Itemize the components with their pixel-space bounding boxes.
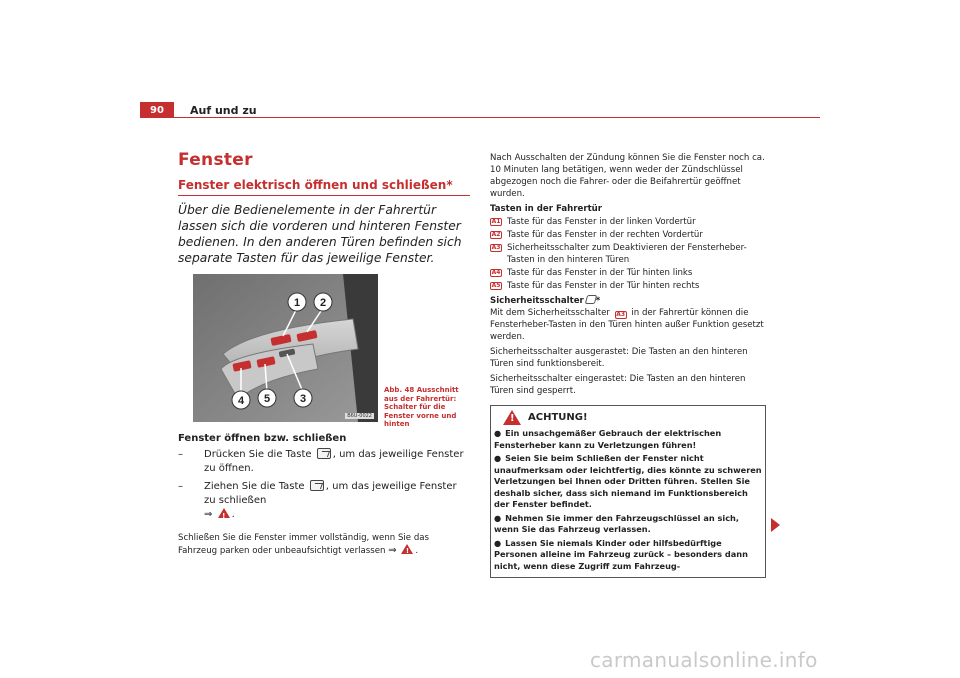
key-row — [490, 229, 766, 241]
safety-p1-after: in der Fahrertür können die Fensterheber-Tasten in den Türen hinten außer Funktion gesetzt werden. — [490, 308, 764, 342]
warning-triangle-icon — [503, 410, 521, 425]
subsection-title: Fenster elektrisch öffnen und schließen* — [178, 178, 470, 196]
keys-list — [490, 216, 766, 292]
warning-item-text: Nehmen Sie immer den Fahrzeugschlüssel an sich, wenn Sie das Fahrzeug verlassen. — [494, 512, 739, 534]
figure-wrapper — [178, 274, 470, 428]
window-switch-figure — [193, 274, 378, 422]
window-button-icon — [317, 448, 331, 459]
key-tag: A3 — [491, 244, 501, 251]
dash: – — [178, 449, 183, 460]
bullet: ● — [494, 428, 502, 438]
ref-arrow: ⇒ — [204, 509, 213, 520]
figure-code: B6U-0022 — [347, 413, 372, 419]
operation-item-close — [178, 480, 470, 522]
continue-arrow-icon[interactable] — [771, 518, 780, 532]
key-text: Taste für das Fenster in der Tür hinten rechts — [507, 281, 700, 291]
safety-heading-text: Sicherheitsschalter — [490, 296, 584, 306]
warning-item-text: Lassen Sie niemals Kinder oder hilfsbedürftige Personen alleine im Fahrzeug zurück – besonders dann nicht, wenn diese Zugriff zum Fahrzeug- — [494, 537, 748, 571]
key-row — [490, 242, 766, 266]
note-text: Schließen Sie die Fenster immer vollständig, wenn Sie das Fahrzeug parken oder unbeaufsichtigt verlassen — [178, 533, 430, 556]
callout-5: 5 — [263, 393, 271, 405]
window-button-icon — [310, 480, 324, 491]
warning-triangle-icon[interactable] — [218, 508, 230, 518]
warning-triangle-icon[interactable] — [401, 544, 413, 554]
warning-header — [491, 406, 765, 428]
door-panel-illustration — [193, 274, 378, 422]
safety-switch-heading — [490, 295, 766, 307]
key-text: Taste für das Fenster in der rechten Vordertür — [507, 230, 703, 240]
key-row — [490, 216, 766, 228]
callout-2: 2 — [319, 297, 327, 309]
callout-4: 4 — [237, 395, 245, 407]
warning-item — [494, 428, 762, 451]
safety-paragraph-1 — [490, 307, 766, 343]
warning-item — [494, 513, 762, 536]
warning-item-text: Seien Sie beim Schließen der Fenster nicht unaufmerksam oder leichtfertig, dies könnte zu schweren Verletzungen bei Ihnen oder Dritten führen. Stellen Sie deshalb sicher, dass sich niemand im Funktionsbereich der Fenster befindet. — [494, 453, 762, 509]
key-tag: A1 — [491, 218, 501, 225]
key-text: Sicherheitsschalter zum Deaktivieren der Fensterheber-Tasten in den hinteren Türen — [507, 243, 747, 265]
operation-text-after: , um das jeweilige Fenster zu schließen — [204, 481, 457, 506]
operation-text-before: Drücken Sie die Taste — [204, 449, 312, 460]
warning-item — [494, 538, 762, 573]
page-number: 90 — [140, 102, 174, 118]
end-punct: . — [231, 509, 235, 520]
key-row — [490, 280, 766, 292]
warning-items — [491, 428, 765, 577]
warning-item — [494, 453, 762, 511]
bullet: ● — [494, 453, 502, 463]
keys-heading: Tasten in der Fahrertür — [490, 204, 603, 214]
operation-text — [204, 480, 470, 522]
key-tag: A3 — [616, 311, 626, 318]
safety-p1-before: Mit dem Sicherheitsschalter — [490, 308, 610, 318]
left-column — [178, 150, 470, 557]
running-title: Auf und zu — [190, 104, 257, 117]
safety-paragraph-2: Sicherheitsschalter ausgerastet: Die Tasten an den hinteren Türen sind funktionsbereit. — [490, 347, 748, 369]
note-paragraph — [178, 532, 470, 557]
right-column — [490, 152, 766, 578]
bullet: ● — [494, 537, 502, 548]
ignition-paragraph: Nach Ausschalten der Zündung können Sie die Fenster noch ca. 10 Minuten lang betätigen, wenn weder der Zündschlüssel abgezogen noch die Fahrer- oder die Beifahrertür geöffnet wurden. — [490, 153, 765, 199]
warning-title: ACHTUNG! — [528, 411, 588, 423]
section-title: Fenster — [178, 150, 253, 170]
callout-1: 1 — [293, 297, 301, 309]
warning-item-text: Ein unsachgemäßer Gebrauch der elektrischen Fensterheber kann zu Verletzungen führen! — [494, 428, 722, 450]
operation-text-before: Ziehen Sie die Taste — [204, 481, 305, 492]
figure-caption: Abb. 48 Ausschnitt aus der Fahrertür: Schalter für die Fenster vorne und hinten — [384, 386, 459, 428]
end-punct: . — [415, 546, 419, 556]
key-row — [490, 267, 766, 279]
operation-heading: Fenster öffnen bzw. schließen — [178, 433, 347, 444]
operation-item-open — [178, 448, 470, 476]
operation-text — [204, 448, 470, 476]
key-text: Taste für das Fenster in der linken Vordertür — [507, 217, 696, 227]
safety-paragraph-3: Sicherheitsschalter eingerastet: Die Tasten an den hinteren Türen sind gesperrt. — [490, 374, 746, 396]
optional-star: * — [595, 296, 601, 306]
key-text: Taste für das Fenster in der Tür hinten links — [507, 268, 693, 278]
intro-paragraph: Über die Bedienelemente in der Fahrertür lassen sich die vorderen und hinteren Fenster bedienen. In den anderen Türen befinden sich separate Tasten für das jeweilige Fenster. — [178, 203, 462, 265]
bullet: ● — [494, 512, 502, 523]
ref-arrow: ⇒ — [388, 545, 397, 556]
key-tag: A5 — [491, 282, 501, 289]
key-tag: A4 — [491, 269, 501, 276]
header-rule — [174, 117, 820, 118]
warning-box — [490, 405, 766, 578]
operation-text-after: , um das jeweilige Fenster zu öffnen. — [204, 449, 464, 474]
key-tag: A2 — [491, 231, 501, 238]
callout-3: 3 — [299, 393, 307, 405]
watermark: carmanualsonline.info — [590, 648, 818, 672]
dash: – — [178, 481, 183, 492]
